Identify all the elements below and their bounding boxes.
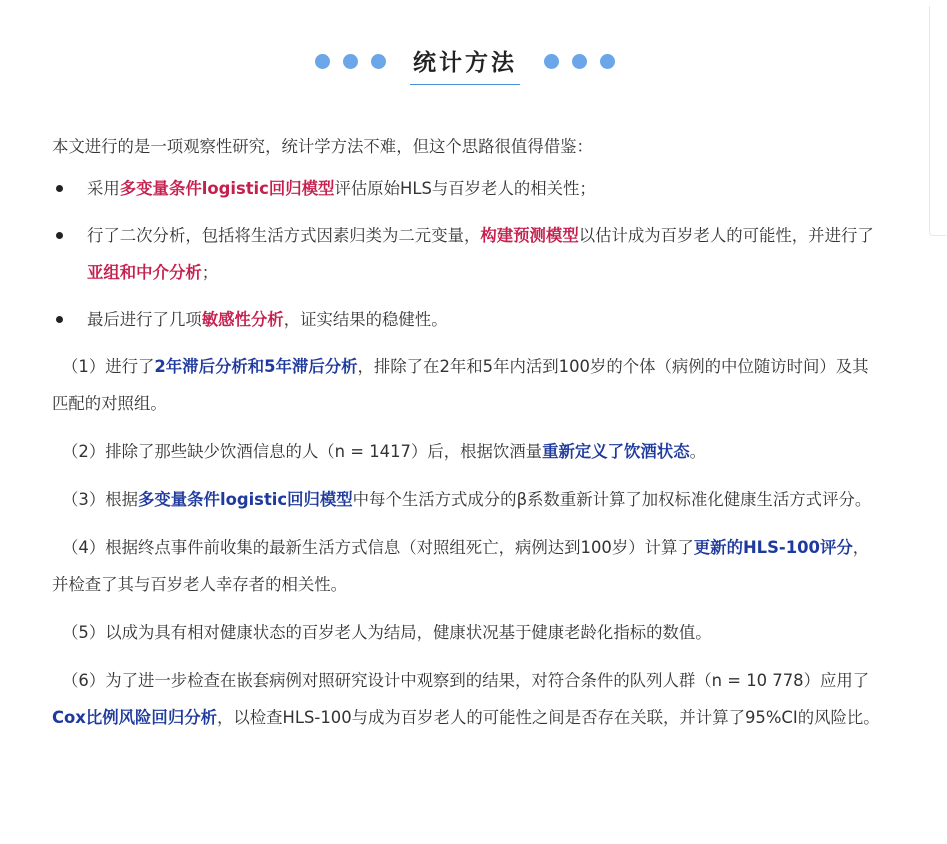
bullet-text: 采用 [87,179,120,198]
side-panel-border [929,6,946,236]
highlight-text: 敏感性分析 [201,310,284,329]
intro-paragraph: 本文进行的是一项观察性研究，统计学方法不难，但这个思路很值得借鉴： [52,137,593,156]
sensitivity-item-6 [52,662,882,736]
bullet-text: ，证实结果的稳健性。 [283,310,448,329]
item-number: （4） [62,538,106,557]
highlight-text: 构建预测模型 [480,226,579,245]
bullet-text: 最后进行了几项 [87,310,202,329]
bullet-item-2 [52,217,882,291]
item-number: （6） [62,671,106,690]
dot-icon [600,54,615,69]
item-number: （1） [62,357,106,376]
highlight-text: Cox比例风险回归分析 [52,708,217,727]
item-text: ，以检查HLS-100与成为百岁老人的可能性之间是否存在关联，并计算了95%CI的风险比。 [217,708,880,727]
title-box [410,38,520,85]
item-text: 排除了那些缺少饮酒信息的人（n = 1417）后，根据饮酒量 [105,442,543,461]
highlight-text: 多变量条件logistic回归模型 [138,490,353,509]
right-dots-decoration [544,54,615,69]
bullet-text: 行了二次分析，包括将生活方式因素归类为二元变量， [87,226,481,245]
bullet-item-1 [52,170,882,207]
highlight-text: 2年滞后分析和5年滞后分析 [154,357,358,376]
highlight-text: 多变量条件logistic回归模型 [119,179,335,198]
item-number: （5） [62,623,106,642]
bullet-item-3 [52,301,882,338]
sensitivity-item-2 [52,433,882,470]
item-text: 以成为具有相对健康状态的百岁老人为结局，健康状况基于健康老龄化指标的数值。 [105,623,712,642]
item-text: ，并检查了其与百岁老人幸存者的相关性。 [52,538,870,594]
item-text: 为了进一步检查在嵌套病例对照研究设计中观察到的结果，对符合条件的队列人群（n = 10 778）应用了 [105,671,870,690]
highlight-text: 重新定义了饮酒状态 [542,442,690,461]
item-number: （3） [62,490,106,509]
article-body [52,128,882,747]
dot-icon [544,54,559,69]
sensitivity-item-1 [52,348,882,422]
bullet-text: ； [201,263,219,282]
sensitivity-item-4 [52,529,882,603]
dot-icon [343,54,358,69]
dot-icon [315,54,330,69]
method-bullet-list [52,170,882,338]
bullet-text: 以估计成为百岁老人的可能性，并进行了 [578,226,874,245]
item-text: ，排除了在2年和5年内活到100岁的个体（病例的中位随访时间）及其匹配的对照组。 [52,357,869,413]
highlight-text: 更新的HLS-100评分 [693,538,853,557]
dot-icon [572,54,587,69]
item-number: （2） [62,442,106,461]
sensitivity-item-5 [52,614,882,651]
dot-icon [371,54,386,69]
left-dots-decoration [315,54,386,69]
highlight-text: 亚组和中介分析 [87,263,202,282]
page-title: 统计方法 [413,50,517,76]
item-text: 根据 [105,490,138,509]
bullet-text: 评估原始HLS与百岁老人的相关性； [334,179,596,198]
section-heading [0,36,930,86]
item-text: 进行了 [105,357,155,376]
item-text: 中每个生活方式成分的β系数重新计算了加权标准化健康生活方式评分。 [352,490,872,509]
item-text: 。 [689,442,706,461]
sensitivity-item-3 [52,481,882,518]
item-text: 根据终点事件前收集的最新生活方式信息（对照组死亡，病例达到100岁）计算了 [105,538,694,557]
